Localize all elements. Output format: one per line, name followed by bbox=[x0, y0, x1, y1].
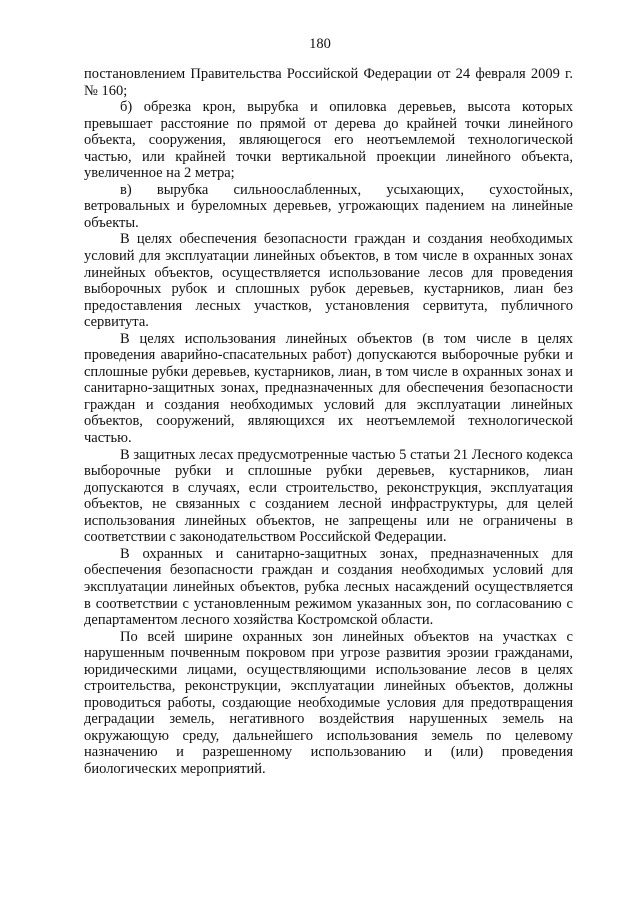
list-item-b: б) обрезка крон, вырубка и опиловка деревьев, высота которых превышает расстояние по прямой от дерева до крайней точки линейного объекта, сооружения, являющегося его неотъемлемой технологической частью, или крайней точки вертикальной проекции линейного объекта, увеличенное на 2 метра; bbox=[84, 99, 573, 182]
list-item-v: в) вырубка сильноослабленных, усыхающих, сухостойных, ветровальных и буреломных деревьев, угрожающих падением на линейные объекты. bbox=[84, 181, 573, 231]
paragraph-erosion-protection: По всей ширине охранных зон линейных объектов на участках с нарушенным почвенным покровом при угрозе развития эрозии гражданами, юридическими лицами, осуществляющими использование лесов в целях строительства, реконструкции, эксплуатации линейных объектов, должны проводиться работы, создающие необходимые условия для предотвращения деградации земель, негативного воздействия нарушенных земель на окружающую среду, дальнейшего использования земель по целевому назначению и разрешенному использованию и (или) проведения биологических мероприятий. bbox=[84, 628, 573, 777]
page-number: 180 bbox=[309, 36, 331, 52]
paragraph-safety-conditions: В целях обеспечения безопасности граждан и создания необходимых условий для эксплуатации линейных объектов, в том числе в охранных зонах линейных объектов, осуществляется использование лесов для проведения выборочных рубок и сплошных рубок деревьев, кустарников, лиан без предоставления лесных участков, установления сервитута, публичного сервитута. bbox=[84, 231, 573, 331]
paragraph-linear-objects-use: В целях использования линейных объектов (в том числе в целях проведения аварийно-спасательных работ) допускаются выборочные рубки и сплошные рубки деревьев, кустарников, лиан, в том числе в охранных зонах и санитарно-защитных зонах, предназначенных для обеспечения безопасности граждан и создания необходимых условий для эксплуатации линейных объектов, сооружений, являющихся их неотъемлемой технологической частью. bbox=[84, 330, 573, 447]
paragraph-protected-zones: В охранных и санитарно-защитных зонах, предназначенных для обеспечения безопасности граждан и создания необходимых условий для эксплуатации линейных объектов, рубка лесных насаждений осуществляется в соответствии с установленным режимом указанных зон, по согласованию с департаментом лесного хозяйства Костромской области. bbox=[84, 545, 573, 629]
paragraph-protective-forests: В защитных лесах предусмотренные частью 5 статьи 21 Лесного кодекса выборочные рубки и сплошные рубки деревьев, кустарников, лиан допускаются в случаях, если строительство, реконструкция, эксплуатация объектов, не связанных с созданием лесной инфраструктуры, для целей использования линейных объектов, не запрещены или не ограничены в соответствии с законодательством Российской Федерации. bbox=[84, 446, 573, 546]
document-body bbox=[84, 66, 573, 778]
paragraph-continuation: постановлением Правительства Российской Федерации от 24 февраля 2009 г. № 160; bbox=[84, 66, 573, 99]
